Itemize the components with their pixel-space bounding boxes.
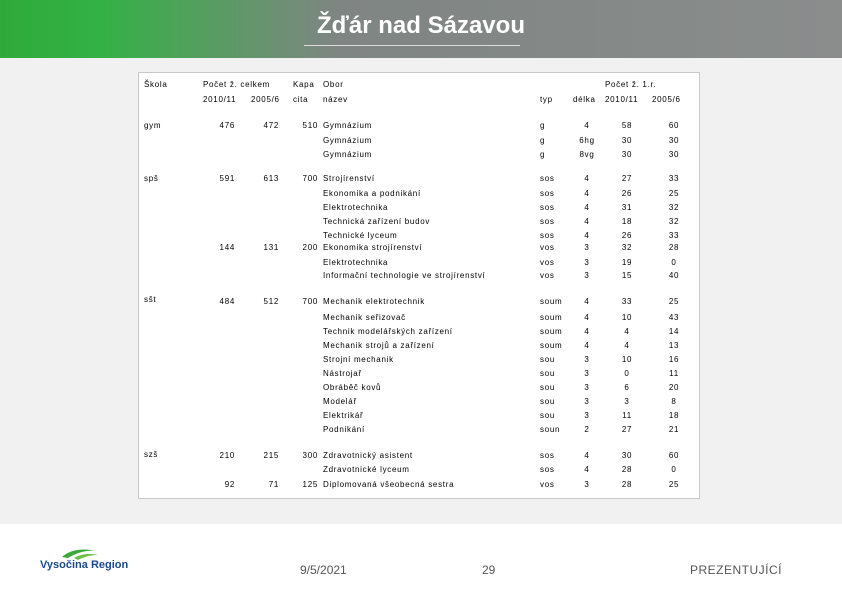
row-pocet-2010: 0 <box>624 369 630 378</box>
row-pocet-2005: 14 <box>668 327 680 336</box>
row-delka: 4 <box>584 313 590 322</box>
row-obor: Podnikání <box>323 425 365 434</box>
row-typ: sos <box>540 189 555 198</box>
total-kapacita: 700 <box>302 174 318 183</box>
total-2005: 512 <box>263 297 279 306</box>
header-delka: délka <box>573 95 596 104</box>
header-pocet-celkem: Počet ž. celkem <box>203 80 270 89</box>
total-2010: 210 <box>219 451 235 460</box>
row-obor: Obráběč kovů <box>323 383 382 392</box>
row-typ: g <box>540 136 546 145</box>
row-typ: sou <box>540 397 555 406</box>
row-pocet-2010: 19 <box>621 258 633 267</box>
footer-presenter: PREZENTUJÍCÍ <box>690 563 783 577</box>
header-obor: Obor <box>323 80 344 89</box>
row-pocet-2010: 10 <box>621 355 633 364</box>
header-nazev: název <box>323 95 348 104</box>
header-year-2005: 2005/6 <box>251 95 280 104</box>
row-obor: Gymnázium <box>323 121 372 130</box>
row-obor: Ekonomika strojírenství <box>323 243 423 252</box>
row-obor: Mechanik seřizovač <box>323 313 406 322</box>
title-underline <box>304 45 520 46</box>
row-obor: Technické lyceum <box>323 231 398 240</box>
row-pocet-2010: 30 <box>621 136 633 145</box>
row-obor: Ekonomika a podnikání <box>323 189 421 198</box>
row-pocet-2005: 32 <box>668 203 680 212</box>
row-typ: g <box>540 150 546 159</box>
total-2010: 144 <box>219 243 235 252</box>
row-typ: soum <box>540 327 563 336</box>
school-gym: gym <box>144 121 162 130</box>
row-pocet-2010: 18 <box>621 217 633 226</box>
row-pocet-2005: 60 <box>668 121 680 130</box>
total-2005: 131 <box>263 243 279 252</box>
row-pocet-2010: 30 <box>621 150 633 159</box>
row-delka: 3 <box>584 480 590 489</box>
row-pocet-2010: 33 <box>621 297 633 306</box>
row-pocet-2005: 25 <box>668 189 680 198</box>
row-delka: 3 <box>584 355 590 364</box>
total-2005: 71 <box>268 480 279 489</box>
row-pocet-2010: 28 <box>621 480 633 489</box>
row-pocet-2005: 13 <box>668 341 680 350</box>
row-delka: 4 <box>584 217 590 226</box>
row-pocet-2005: 20 <box>668 383 680 392</box>
row-delka: 4 <box>584 297 590 306</box>
header-cita: cita <box>293 95 309 104</box>
row-pocet-2010: 27 <box>621 174 633 183</box>
row-pocet-2010: 26 <box>621 231 633 240</box>
row-obor: Technická zařízení budov <box>323 217 431 226</box>
school-sst: sšt <box>144 295 157 304</box>
total-2010: 476 <box>219 121 235 130</box>
row-pocet-2010: 11 <box>622 411 632 420</box>
row-pocet-2010: 32 <box>621 243 633 252</box>
row-typ: sou <box>540 355 555 364</box>
row-obor: Zdravotnický asistent <box>323 451 413 460</box>
header-pocet-1r: Počet ž. 1.r. <box>605 80 657 89</box>
row-pocet-2010: 31 <box>621 203 633 212</box>
row-typ: sos <box>540 174 555 183</box>
header-kapa: Kapa <box>293 80 315 89</box>
row-obor: Nástrojař <box>323 369 362 378</box>
header-skola: Škola <box>144 80 168 89</box>
row-obor: Technik modelářských zařízení <box>323 327 453 336</box>
row-delka: 3 <box>584 397 590 406</box>
footer-date: 9/5/2021 <box>300 563 347 577</box>
total-2010: 484 <box>219 297 235 306</box>
row-typ: g <box>540 121 546 130</box>
row-typ: vos <box>540 271 555 280</box>
row-obor: Modelář <box>323 397 357 406</box>
row-pocet-2005: 25 <box>668 297 680 306</box>
row-pocet-2005: 11 <box>669 369 679 378</box>
row-obor: Strojní mechanik <box>323 355 394 364</box>
header-year-2010-b: 2010/11 <box>605 95 639 104</box>
row-typ: sou <box>540 369 555 378</box>
total-kapacita: 200 <box>302 243 318 252</box>
row-pocet-2005: 0 <box>671 465 677 474</box>
row-delka: 3 <box>584 258 590 267</box>
row-pocet-2005: 25 <box>668 480 680 489</box>
row-obor: Gymnázium <box>323 136 372 145</box>
total-2010: 591 <box>219 174 235 183</box>
row-delka: 4 <box>584 189 590 198</box>
row-pocet-2010: 27 <box>621 425 633 434</box>
row-pocet-2005: 16 <box>668 355 680 364</box>
row-obor: Elektrikář <box>323 411 364 420</box>
row-pocet-2010: 10 <box>621 313 633 322</box>
row-delka: 6hg <box>579 136 595 145</box>
total-kapacita: 300 <box>302 451 318 460</box>
header-typ: typ <box>540 95 553 104</box>
row-delka: 4 <box>584 203 590 212</box>
row-obor: Zdravotnické lyceum <box>323 465 410 474</box>
row-pocet-2005: 60 <box>668 451 680 460</box>
row-typ: soum <box>540 341 563 350</box>
row-pocet-2010: 4 <box>624 327 630 336</box>
row-delka: 2 <box>584 425 590 434</box>
row-obor: Diplomovaná všeobecná sestra <box>323 480 455 489</box>
row-pocet-2010: 28 <box>621 465 633 474</box>
row-obor: Elektrotechnika <box>323 203 389 212</box>
row-pocet-2005: 40 <box>668 271 680 280</box>
row-delka: 4 <box>584 327 590 336</box>
row-typ: sos <box>540 217 555 226</box>
row-delka: 4 <box>584 121 590 130</box>
header-year-2010: 2010/11 <box>203 95 237 104</box>
row-pocet-2005: 18 <box>668 411 680 420</box>
row-delka: 3 <box>584 411 590 420</box>
row-obor: Strojírenství <box>323 174 375 183</box>
row-typ: sos <box>540 451 555 460</box>
row-obor: Mechanik elektrotechnik <box>323 297 425 306</box>
row-typ: soun <box>540 425 561 434</box>
row-pocet-2005: 43 <box>668 313 680 322</box>
row-delka: 3 <box>584 369 590 378</box>
school-sps: spš <box>144 174 159 183</box>
row-typ: sos <box>540 231 555 240</box>
row-delka: 4 <box>584 465 590 474</box>
row-delka: 3 <box>584 243 590 252</box>
row-obor: Mechanik strojů a zařízení <box>323 341 435 350</box>
slide-title: Žďár nad Sázavou <box>317 12 525 39</box>
row-pocet-2010: 30 <box>621 451 633 460</box>
row-pocet-2005: 28 <box>668 243 680 252</box>
row-pocet-2010: 58 <box>621 121 633 130</box>
row-typ: sou <box>540 383 555 392</box>
row-pocet-2005: 32 <box>668 217 680 226</box>
row-pocet-2010: 4 <box>624 341 630 350</box>
row-typ: sos <box>540 465 555 474</box>
row-typ: sos <box>540 203 555 212</box>
row-delka: 3 <box>584 271 590 280</box>
row-pocet-2005: 0 <box>671 258 677 267</box>
row-delka: 3 <box>584 383 590 392</box>
row-typ: vos <box>540 243 555 252</box>
row-pocet-2005: 33 <box>668 174 680 183</box>
row-typ: soum <box>540 313 563 322</box>
total-kapacita: 125 <box>302 480 318 489</box>
row-typ: vos <box>540 258 555 267</box>
page-number: 29 <box>482 563 496 577</box>
row-obor: Gymnázium <box>323 150 372 159</box>
row-pocet-2005: 33 <box>668 231 680 240</box>
row-pocet-2010: 3 <box>624 397 630 406</box>
row-pocet-2005: 8 <box>671 397 677 406</box>
total-kapacita: 510 <box>302 121 318 130</box>
row-typ: sou <box>540 411 555 420</box>
row-delka: 4 <box>584 451 590 460</box>
row-typ: vos <box>540 480 555 489</box>
logo-text: Vysočina Region <box>40 559 129 571</box>
row-obor: Informační technologie ve strojírenství <box>323 271 486 280</box>
row-pocet-2005: 30 <box>668 150 680 159</box>
total-2005: 215 <box>263 451 279 460</box>
row-obor: Elektrotechnika <box>323 258 389 267</box>
row-delka: 8vg <box>579 150 595 159</box>
row-delka: 4 <box>584 341 590 350</box>
total-2005: 613 <box>263 174 279 183</box>
total-2010: 92 <box>224 480 235 489</box>
row-delka: 4 <box>584 174 590 183</box>
row-pocet-2010: 26 <box>621 189 633 198</box>
total-2005: 472 <box>263 121 279 130</box>
row-pocet-2010: 6 <box>624 383 630 392</box>
row-pocet-2005: 30 <box>668 136 680 145</box>
total-kapacita: 700 <box>302 297 318 306</box>
row-delka: 4 <box>584 231 590 240</box>
row-typ: soum <box>540 297 563 306</box>
row-pocet-2010: 15 <box>621 271 633 280</box>
school-szs: szš <box>144 450 159 459</box>
header-year-2005-b: 2005/6 <box>652 95 681 104</box>
row-pocet-2005: 21 <box>668 425 680 434</box>
